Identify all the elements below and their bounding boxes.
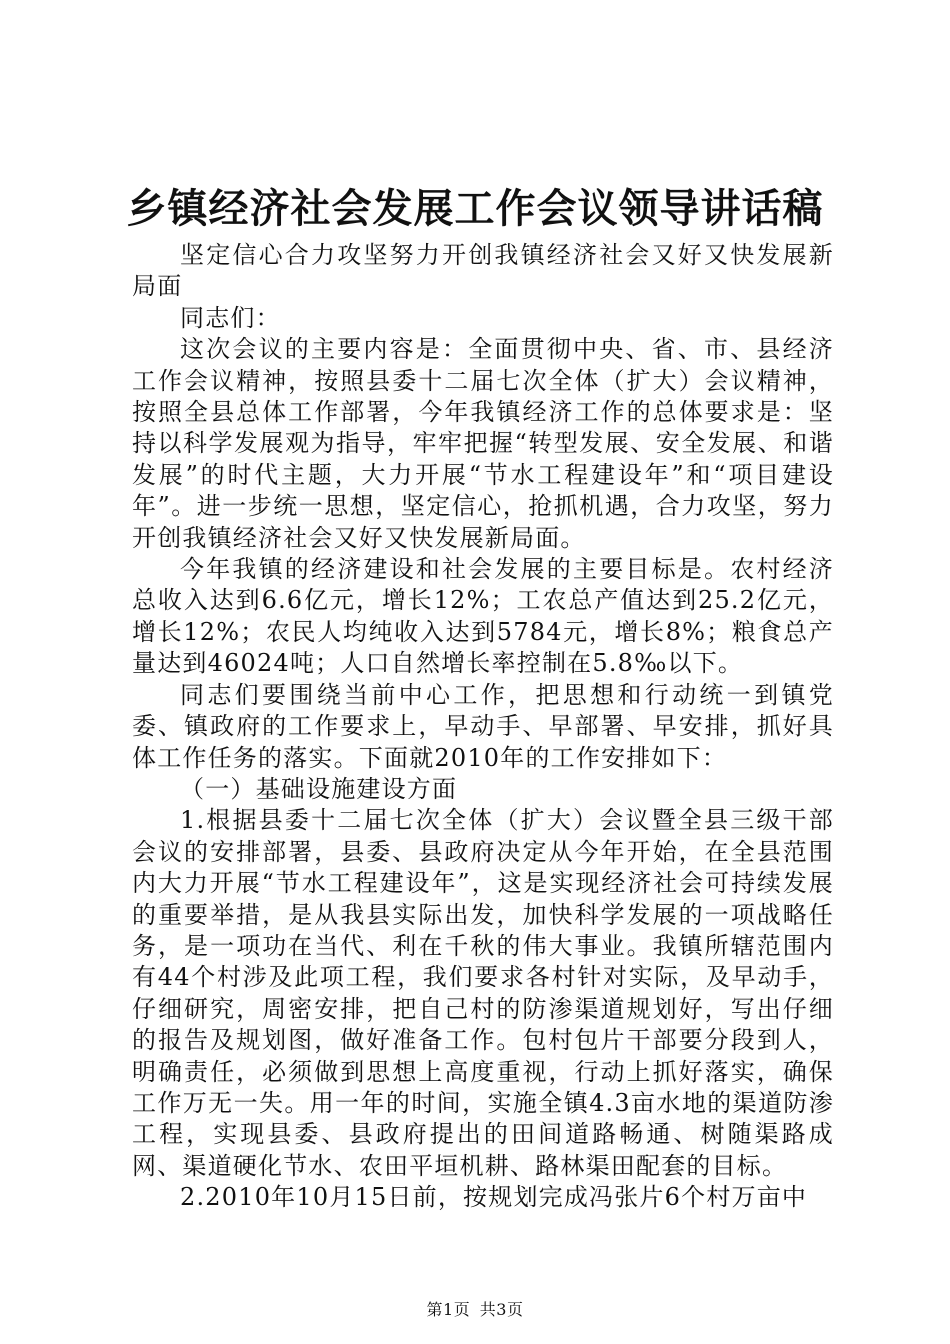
section-heading: （一）基础设施建设方面	[180, 774, 458, 803]
page-total: 共3页	[479, 1300, 524, 1319]
page-footer	[0, 1300, 950, 1320]
body-paragraph: 2.2010年10月15日前，按规划完成冯张片6个村万亩中	[180, 1183, 808, 1212]
page-number: 第1页	[426, 1300, 471, 1319]
body-paragraph: 同志们要围绕当前中心工作，把思想和行动统一到镇党委、镇政府的工作要求上，早动手、早部署、早安排，抓好具体工作任务的落实。下面就2010年的工作安排如下：	[132, 680, 834, 772]
body-paragraph: 1.根据县委十二届七次全体（扩大）会议暨全县三级干部会议的安排部署，县委、县政府决定从今年开始，在全县范围内大力开展“节水工程建设年”，这是实现经济社会可持续发展的重要举措，是从我县实际出发，加快科学发展的一项战略任务，是一项功在当代、利在千秋的伟大事业。我镇所辖范围内有44个村涉及此项工程，我们要求各村针对实际，及早动手，仔细研究，周密安排，把自己村的防渗渠道规划好，写出仔细的报告及规划图，做好准备工作。包村包片干部要分段到人，明确责任，必须做到思想上高度重视，行动上抓好落实，确保工作万无一失。用一年的时间，实施全镇4.3亩水地的渠道防渗工程，实现县委、县政府提出的田间道路畅通、树随渠路成网、渠道硬化节水、农田平垣机耕、路林渠田配套的目标。	[132, 806, 834, 1180]
document-body	[132, 240, 834, 1214]
subtitle-paragraph: 坚定信心合力攻坚努力开创我镇经济社会又好又快发展新局面	[132, 241, 834, 301]
document-title: 乡镇经济社会发展工作会议领导讲话稿	[126, 185, 824, 232]
salutation-paragraph: 同志们：	[180, 303, 281, 332]
body-paragraph: 这次会议的主要内容是：全面贯彻中央、省、市、县经济工作会议精神，按照县委十二届七次全体（扩大）会议精神，按照全县总体工作部署，今年我镇经济工作的总体要求是：坚持以科学发展观为指导，牢牢把握“转型发展、安全发展、和谐发展”的时代主题，大力开展“节水工程建设年”和“项目建设年”。进一步统一思想，坚定信心，抢抓机遇，合力攻坚，努力开创我镇经济社会又好又快发展新局面。	[132, 335, 834, 552]
body-paragraph: 今年我镇的经济建设和社会发展的主要目标是。农村经济总收入达到6.6亿元，增长12%；工农总产值达到25.2亿元，增长12%；农民人均纯收入达到5784元，增长8%；粮食总产量达到46024吨；人口自然增长率控制在5.8‰以下。	[132, 555, 834, 678]
